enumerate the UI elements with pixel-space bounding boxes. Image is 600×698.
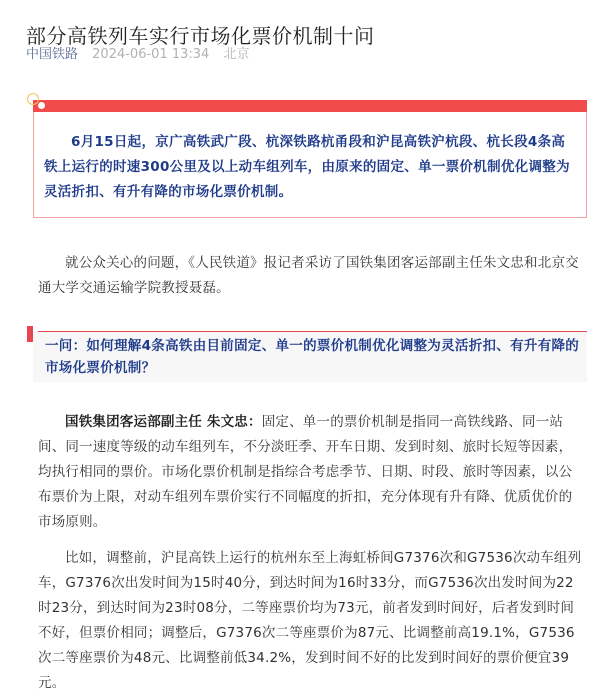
callout-dot-icon — [38, 102, 45, 109]
question-divider — [38, 331, 587, 332]
question-marker-icon — [27, 326, 33, 342]
answer-speaker: 国铁集团客运部副主任 朱文忠： — [65, 414, 262, 430]
article-meta — [26, 46, 249, 64]
publish-location: 北京 — [223, 47, 250, 62]
article-title: 部分高铁列车实行市场化票价机制十问 — [26, 24, 375, 49]
answer-body: 固定、单一的票价机制是指同一高铁线路、同一站间、同一速度等级的动车组列车，不分淡旺季、开车日期、发到时刻、旅时长短等因素，均执行相同的票价。市场化票价机制是指综合考虑季节、日期、时段、旅时等因素，以公布票价为上限，对动车组列车票价实行不同幅度的折扣，充分体现有升有降、优质优价的市场原则。 — [38, 414, 573, 530]
summary-callout-text: 6月15日起，京广高铁武广段、杭深铁路杭甬段和沪昆高铁沪杭段、杭长段4条高铁上运行的时速300公里及以上动车组列车，由原来的固定、单一票价机制优化调整为灵活折扣、有升有降的市场化票价机制。 — [44, 134, 570, 200]
callout-header-bar — [33, 100, 587, 112]
source-link[interactable]: 中国铁路 — [26, 47, 79, 62]
example-paragraph: 比如，调整前，沪昆高铁上运行的杭州东至上海虹桥间G7376次和G7536次动车组列车，G7376次出发时间为15时40分，到达时间为16时33分，而G7536次出发时间为22时23分，到达时间为23时08分，二等座票价均为73元，前者发到时间好，后者发到时间不好，但票价相同；调整后，G7376次二等座票价为87元、比调整前高19.1%，G7536次二等座票价为48元、比调整前低34.2%，发到时间不好的比发到时间好的票价便宜39元。 — [38, 550, 582, 691]
intro-paragraph: 就公众关心的问题，《人民铁道》报记者采访了国铁集团客运部副主任朱文忠和北京交通大学交通运输学院教授聂磊。 — [38, 255, 579, 296]
callout-ring-icon — [27, 93, 39, 105]
publish-time: 2024-06-01 13:34 — [92, 47, 210, 62]
answer-paragraph — [38, 410, 583, 535]
question-heading: 一问：如何理解4条高铁由目前固定、单一的票价机制优化调整为灵活折扣、有升有降的市场化票价机制？ — [45, 338, 580, 376]
